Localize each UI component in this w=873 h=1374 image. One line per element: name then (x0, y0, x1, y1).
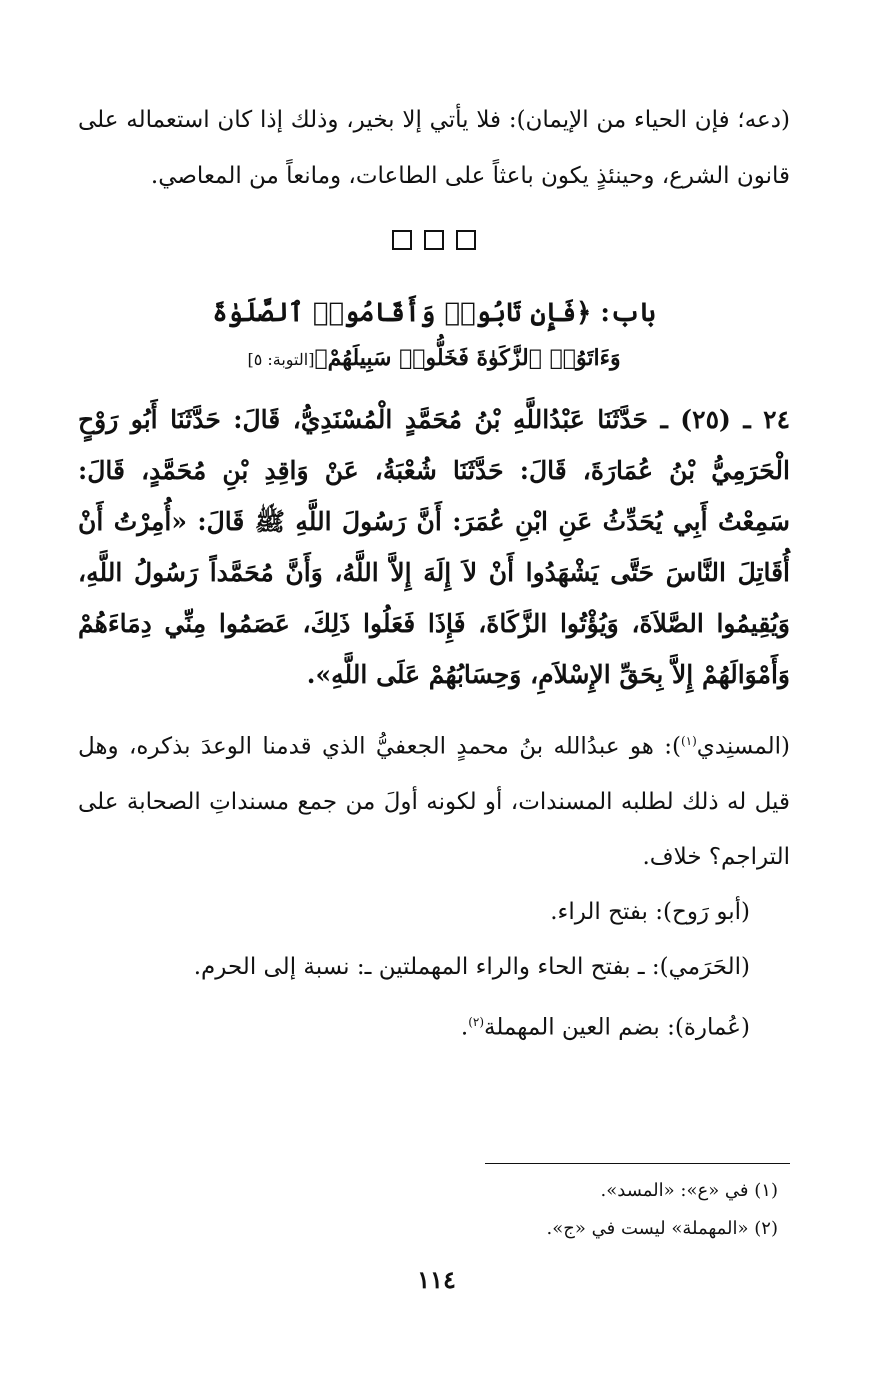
footnote-mark: (١) (680, 734, 697, 748)
musnadi-lemma: (المسنِدي (696, 733, 790, 760)
footnotes (78, 1172, 790, 1248)
separator-square-icon (392, 230, 412, 250)
umara-text: (عُمارة): بضم العين المهملة (484, 1014, 750, 1041)
footnote-1: (١) في «ع»: «المسد». (600, 1180, 778, 1201)
section-separator (78, 230, 790, 270)
footnote-divider (485, 1163, 790, 1164)
intro-paragraph: (دعه؛ فإن الحياء من الإيمان): فلا يأتي إلا بخير، وذلك إذا كان استعماله على قانون الشرع، وحينئذٍ يكون باعثاً على الطاعات، ومانعاً من المعاصي. (78, 107, 790, 189)
separator-square-icon (424, 230, 444, 250)
footnote-2: (٢) «المهملة» ليست في «ج». (546, 1218, 778, 1239)
umara-end: . (460, 1014, 469, 1041)
chapter-title-line2 (78, 338, 790, 380)
page-number: ١١٤ (417, 1265, 456, 1294)
verse-reference: [التوبة: ٥] (247, 350, 315, 369)
musnadi-explanation: ): هو عبدُالله بنُ محمدٍ الجعفيُّ الذي قدمنا الوعدَ بذكره، وهل قيل له ذلك لطلبه المسندات، أو لكونه أولَ من جمع مسنداتِ الصحابة على التراجم؟ خلاف. (78, 733, 790, 870)
page-body (78, 92, 790, 1055)
separator-square-icon (456, 230, 476, 250)
commentary-musnadi (78, 714, 790, 885)
chapter-heading (78, 288, 790, 380)
commentary-harami: (الحَرَمي): ـ بفتح الحاء والراء المهملتين ـ: نسبة إلى الحرم. (193, 953, 750, 980)
commentary-abu-rawh: (أبو رَوح): بفتح الراء. (550, 898, 750, 925)
commentary-umara (78, 995, 790, 1056)
hadith-text: ٢٤ ـ (٢٥) ـ حَدَّثَنَا عَبْدُاللَّهِ بْنُ مُحَمَّدٍ الْمُسْنَدِيُّ، قَالَ: حَدَّثَنَا أَبُو رَوْحٍ الْحَرَمِيُّ بْنُ عُمَارَةَ، قَالَ: حَدَّثَنَا شُعْبَةُ، عَنْ وَاقِدِ بْنِ مُحَمَّدٍ، قَالَ: سَمِعْتُ أَبِي يُحَدِّثُ عَنِ ابْنِ عُمَرَ: أَنَّ رَسُولَ اللَّهِ ﷺ قَالَ: «أُمِرْتُ أَنْ أُقَاتِلَ النَّاسَ حَتَّى يَشْهَدُوا أَنْ لاَ إِلَهَ إِلاَّ اللَّهُ، وَأَنَّ مُحَمَّداً رَسُولُ اللَّهِ، وَيُقِيمُوا الصَّلاَةَ، وَيُؤْتُوا الزَّكَاةَ، فَإِذَا فَعَلُوا ذَلِكَ، عَصَمُوا مِنِّي دِمَاءَهُمْ وَأَمْوَالَهُمْ إِلاَّ بِحَقِّ الإِسْلاَمِ، وَحِسَابُهُمْ عَلَى اللَّهِ». (78, 405, 791, 689)
footnote-mark: (٢) (468, 1014, 485, 1029)
chapter-title-line1: باب: ﴿فَإِن تَابُوا۟ وَأَقَامُوا۟ ٱلصَّلَوٰةَ (212, 298, 656, 328)
chapter-verse-end: وَءَاتَوُا۟ ٱلزَّكَوٰةَ فَخَلُّوا۟ سَبِيلَهُمْ﴾ (314, 345, 621, 371)
